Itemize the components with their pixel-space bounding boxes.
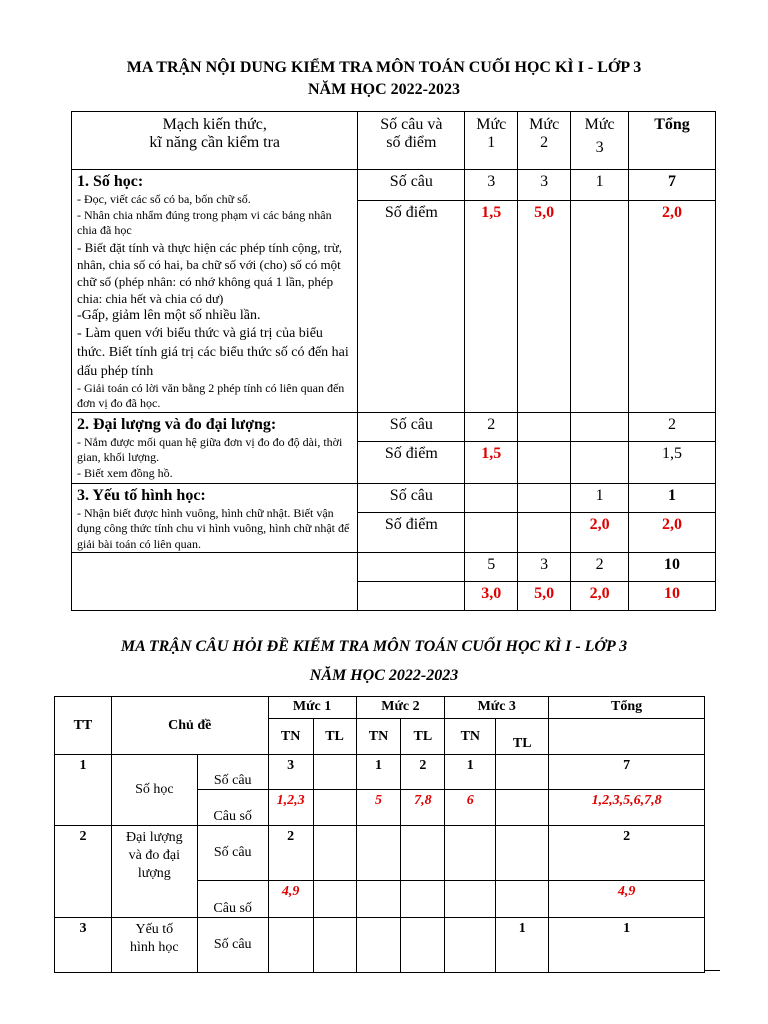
cell-m1: 3,0 [465,582,518,611]
cell-m3-tn [445,918,496,973]
topic-desc-item: - Nhân chia nhẩm đúng trong phạm vi các bảng nhân chia đã học [77,207,332,237]
cell-total: 4,9 [549,881,705,918]
cell-total: 7 [549,755,705,790]
cell-total: 1,2,3,5,6,7,8 [549,790,705,826]
cell-m1: 2 [465,412,518,441]
topic-desc-item: - Giải toán có lời văn bằng 2 phép tính có liên quan đến đơn vị đo đã học. [77,380,345,410]
cell-m1-tn: 4,9 [268,881,313,918]
row-tt: 1 [55,755,112,826]
header-level1-a: Mức [476,116,507,133]
topic-desc-item: - Làm quen với biểu thức và giá trị của biểu thức. Biết tính giá trị các biểu thức số có đến hai dấu phép tính [77,325,349,379]
cell-m1-tl [313,790,356,826]
table-row [55,755,705,790]
cell-m3 [571,441,629,483]
header-total: Tổng [629,112,716,170]
topic-desc-item: - Biết xem đồng hồ. [77,465,173,480]
totals-empty-cell [72,553,358,611]
row-topic [111,826,197,918]
topic-desc-item: - Nhận biết được hình vuông, hình chữ nhật. Biết vận dụng công thức tính chu vi hình vuông, hình chữ nhật để giải bài toán có liên quan. [77,505,350,551]
header-skills [72,112,358,170]
cell-m1-tn: 3 [268,755,313,790]
content-matrix-table [71,111,716,611]
row-count-label: Số câu [197,755,268,790]
cell-m1: 1,5 [465,441,518,483]
cell-m3-tl [496,826,549,881]
totals-label-empty [358,553,465,582]
table-edge-line [704,970,720,971]
cell-m2 [518,512,571,552]
header-m2-tn: TN [356,719,401,755]
header-level2 [518,112,571,170]
row-count-label: Số câu [197,826,268,881]
header-level1: Mức 1 [268,697,356,719]
cell-m2-tn [356,881,401,918]
cell-m1: 1,5 [465,200,518,412]
matrix-content-year: NĂM HỌC 2022-2023 [308,81,460,98]
header-level3-a: Mức [584,116,615,133]
cell-m1-tl [313,918,356,973]
cell-m2 [518,483,571,512]
cell-m2-tl: 2 [401,755,445,790]
cell-m3-tn [445,826,496,881]
cell-m2 [518,441,571,483]
cell-m3-tl: 1 [496,918,549,973]
cell-m1-tn: 2 [268,826,313,881]
cell-m2: 3 [518,553,571,582]
cell-total: 1 [549,918,705,973]
cell-m3-tl [496,790,549,826]
totals-label-empty [358,582,465,611]
cell-m2-tn [356,918,401,973]
cell-m2-tl: 7,8 [401,790,445,826]
topic-title-text: 2. Đại lượng và đo đại lượng: [77,415,277,433]
topic-title [77,172,353,192]
cell-m3-tn: 6 [445,790,496,826]
cell-m3: 1 [571,483,629,512]
cell-total: 1 [629,483,716,512]
cell-m2: 5,0 [518,582,571,611]
header-count-line2: số điểm [386,134,437,151]
cell-m3: 1 [571,170,629,201]
header-level3 [571,112,629,170]
matrix-questions-year: NĂM HỌC 2022-2023 [309,667,459,684]
topic-cell [72,170,358,413]
header-level1 [465,112,518,170]
table-header-row [55,697,705,719]
topic-title-text: 1. Số học: [77,173,144,190]
header-level2: Mức 2 [356,697,445,719]
topic-cell [72,412,358,483]
row-q-label: Câu số [197,790,268,826]
row-label: Số điểm [358,200,465,412]
row-topic-line: Đại lượng [126,830,183,845]
header-skills-line1: Mạch kiến thức, [162,116,267,133]
cell-total: 2 [549,826,705,881]
cell-total: 2,0 [629,200,716,412]
cell-m3: 2,0 [571,512,629,552]
topic-title-text: 3. Yếu tố hình học: [77,486,206,504]
row-topic-line: Yếu tố [135,922,174,937]
topic-desc-item: - Nắm được mối quan hệ giữa đơn vị đo đo độ dài, thời gian, khối lượng. [77,434,343,464]
cell-m3 [571,412,629,441]
cell-m1 [465,483,518,512]
header-m3-tn: TN [445,719,496,755]
cell-total: 1,5 [629,441,716,483]
cell-total: 2 [629,412,716,441]
matrix-questions-title: MA TRẬN CÂU HỎI ĐỀ KIỂM TRA MÔN TOÁN CUỐI HỌC KÌ I - LỚP 3 [120,638,628,655]
topic-desc-item: - Đọc, viết các số có ba, bốn chữ số. [77,192,251,206]
cell-m1-tl [313,755,356,790]
cell-m2-tn [356,826,401,881]
cell-m3-tn [445,881,496,918]
row-count-label: Số câu [197,918,268,973]
header-level2-b: 2 [540,134,549,151]
cell-m2: 3 [518,170,571,201]
header-total: Tổng [549,697,705,719]
topic-desc-item: - Biết đặt tính và thực hiện các phép tính cộng, trừ, nhân, chia số có hai, ba chữ số với (cho) số có một chữ số (phép nhân: có nhớ không quá 1 lần, phép chia: chia hết và chia có dư) [77,239,342,306]
header-level2-a: Mức [529,116,560,133]
row-q-label: Câu số [197,881,268,918]
question-matrix-table [54,696,705,973]
table-row [72,483,716,512]
row-label: Số câu [358,412,465,441]
cell-m3-tl [496,881,549,918]
row-tt: 2 [55,826,112,918]
topic-cell [72,483,358,553]
table-header-row [72,112,716,170]
cell-m2-tn: 1 [356,755,401,790]
topic-desc-item: -Gấp, giảm lên một số nhiều lần. [77,307,261,323]
header-level3-b: 3 [595,139,604,156]
cell-m2-tl [401,881,445,918]
header-topic: Chủ đề [111,697,268,755]
cell-m1 [465,512,518,552]
header-skills-line2: kĩ năng cần kiểm tra [149,134,281,151]
cell-m3: 2,0 [571,582,629,611]
table-row [55,918,705,973]
header-m1-tl: TL [313,719,356,755]
row-topic-line: lượng [137,866,171,881]
header-level1-b: 1 [487,134,496,151]
cell-m2-tl [401,826,445,881]
cell-m1-tn: 1,2,3 [268,790,313,826]
cell-total: 10 [629,553,716,582]
header-m3-tl: TL [496,719,549,755]
cell-m2 [518,412,571,441]
header-level3: Mức 3 [445,697,549,719]
header-m2-tl: TL [401,719,445,755]
cell-m1-tn [268,918,313,973]
row-label: Số điểm [358,512,465,552]
table-row [72,412,716,441]
cell-total: 7 [629,170,716,201]
cell-total: 10 [629,582,716,611]
cell-m2: 5,0 [518,200,571,412]
header-total-empty [549,719,705,755]
totals-count-row [72,553,716,582]
cell-m2-tn: 5 [356,790,401,826]
cell-m1: 3 [465,170,518,201]
cell-m3 [571,200,629,412]
cell-m3-tn: 1 [445,755,496,790]
row-label: Số câu [358,483,465,512]
row-label: Số điểm [358,441,465,483]
header-count [358,112,465,170]
table-row [55,826,705,881]
topic-title [77,415,353,435]
row-label: Số câu [358,170,465,201]
row-topic: Số học [111,755,197,826]
matrix-content-title: MA TRẬN NỘI DUNG KIỂM TRA MÔN TOÁN CUỐI HỌC KÌ I - LỚP 3 [126,59,642,76]
header-m1-tn: TN [268,719,313,755]
table-row [72,170,716,201]
row-tt: 3 [55,918,112,973]
cell-m1-tl [313,826,356,881]
topic-title [77,486,353,506]
cell-m3-tl [496,755,549,790]
row-topic [111,918,197,973]
cell-m1-tl [313,881,356,918]
cell-total: 2,0 [629,512,716,552]
cell-m3: 2 [571,553,629,582]
header-tt: TT [55,697,112,755]
row-topic-line: hình học [130,940,179,955]
row-topic-line: và đo đại [128,848,180,863]
cell-m1: 5 [465,553,518,582]
header-count-line1: Số câu và [380,116,443,133]
cell-m2-tl [401,918,445,973]
